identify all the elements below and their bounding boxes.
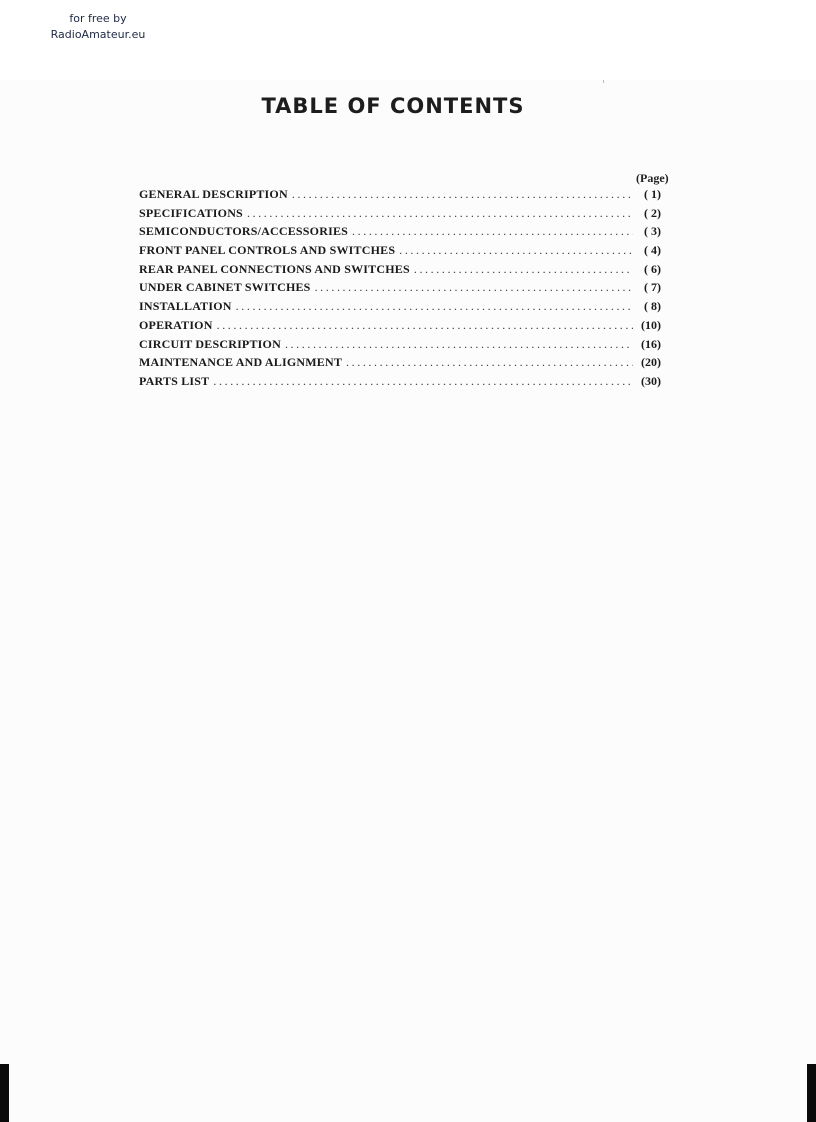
toc-entry-semiconductors-accessories[interactable]	[139, 224, 661, 243]
toc-dot-leader	[352, 224, 633, 239]
toc-entry-maintenance-alignment[interactable]	[139, 355, 661, 374]
toc-entry-page: (30)	[641, 373, 661, 388]
toc-entry-front-panel-controls[interactable]	[139, 243, 661, 262]
toc-dot-leader	[399, 243, 633, 258]
toc-entry-label: SPECIFICATIONS	[139, 205, 243, 220]
toc-dot-leader	[315, 280, 633, 295]
toc-entry-under-cabinet-switches[interactable]	[139, 280, 661, 299]
toc-entry-page: ( 3)	[644, 224, 661, 239]
toc-entry-parts-list[interactable]	[139, 374, 661, 393]
toc-entry-page: (10)	[641, 317, 661, 332]
toc-entry-installation[interactable]	[139, 299, 661, 318]
toc-entry-label: SEMICONDUCTORS/ACCESSORIES	[139, 224, 349, 239]
toc-entry-page: ( 6)	[644, 261, 661, 276]
page-column-header: (Page)	[636, 171, 669, 185]
toc-dot-leader	[213, 374, 633, 389]
toc-dot-leader	[414, 262, 633, 277]
toc-entry-label: CIRCUIT DESCRIPTION	[139, 336, 281, 351]
toc-dot-leader	[285, 337, 633, 352]
scan-speck	[603, 80, 604, 83]
toc-entry-label: INSTALLATION	[139, 299, 232, 314]
toc-entry-page: ( 4)	[644, 243, 661, 258]
toc-entry-label: UNDER CABINET SWITCHES	[139, 280, 311, 295]
scan-edge-bar-left	[0, 1064, 9, 1122]
toc-entry-page: ( 2)	[644, 205, 661, 220]
toc-entry-rear-panel-connections[interactable]	[139, 262, 661, 281]
watermark-line-1: for free by	[69, 12, 127, 25]
toc-entry-label: GENERAL DESCRIPTION	[139, 187, 288, 201]
page-title: TABLE OF CONTENTS	[261, 94, 525, 118]
toc-dot-leader	[247, 206, 633, 221]
toc-dot-leader	[346, 355, 633, 370]
toc-entry-page: (16)	[641, 336, 661, 351]
toc-entry-page: ( 1)	[644, 187, 661, 201]
toc-entry-specifications[interactable]	[139, 206, 661, 225]
toc-entry-label: OPERATION	[139, 317, 213, 332]
toc-entry-page: (20)	[641, 355, 661, 370]
toc-entry-general-description[interactable]	[139, 187, 661, 206]
toc-entry-page: ( 8)	[644, 299, 661, 314]
toc-entry-label: MAINTENANCE AND ALIGNMENT	[139, 355, 343, 370]
toc-entry-page: ( 7)	[644, 280, 661, 295]
toc-entry-operation[interactable]	[139, 318, 661, 337]
watermark-link[interactable]: RadioAmateur.eu	[50, 28, 146, 41]
scan-edge-bar-right	[807, 1064, 816, 1122]
table-of-contents	[139, 187, 661, 393]
toc-dot-leader	[236, 299, 633, 314]
toc-entry-circuit-description[interactable]	[139, 337, 661, 356]
toc-dot-leader	[292, 187, 633, 202]
toc-entry-label: REAR PANEL CONNECTIONS AND SWITCHES	[139, 261, 410, 276]
toc-dot-leader	[217, 318, 633, 333]
toc-entry-label: PARTS LIST	[139, 373, 210, 388]
watermark[interactable]	[28, 11, 168, 43]
toc-entry-label: FRONT PANEL CONTROLS AND SWITCHES	[139, 243, 396, 258]
